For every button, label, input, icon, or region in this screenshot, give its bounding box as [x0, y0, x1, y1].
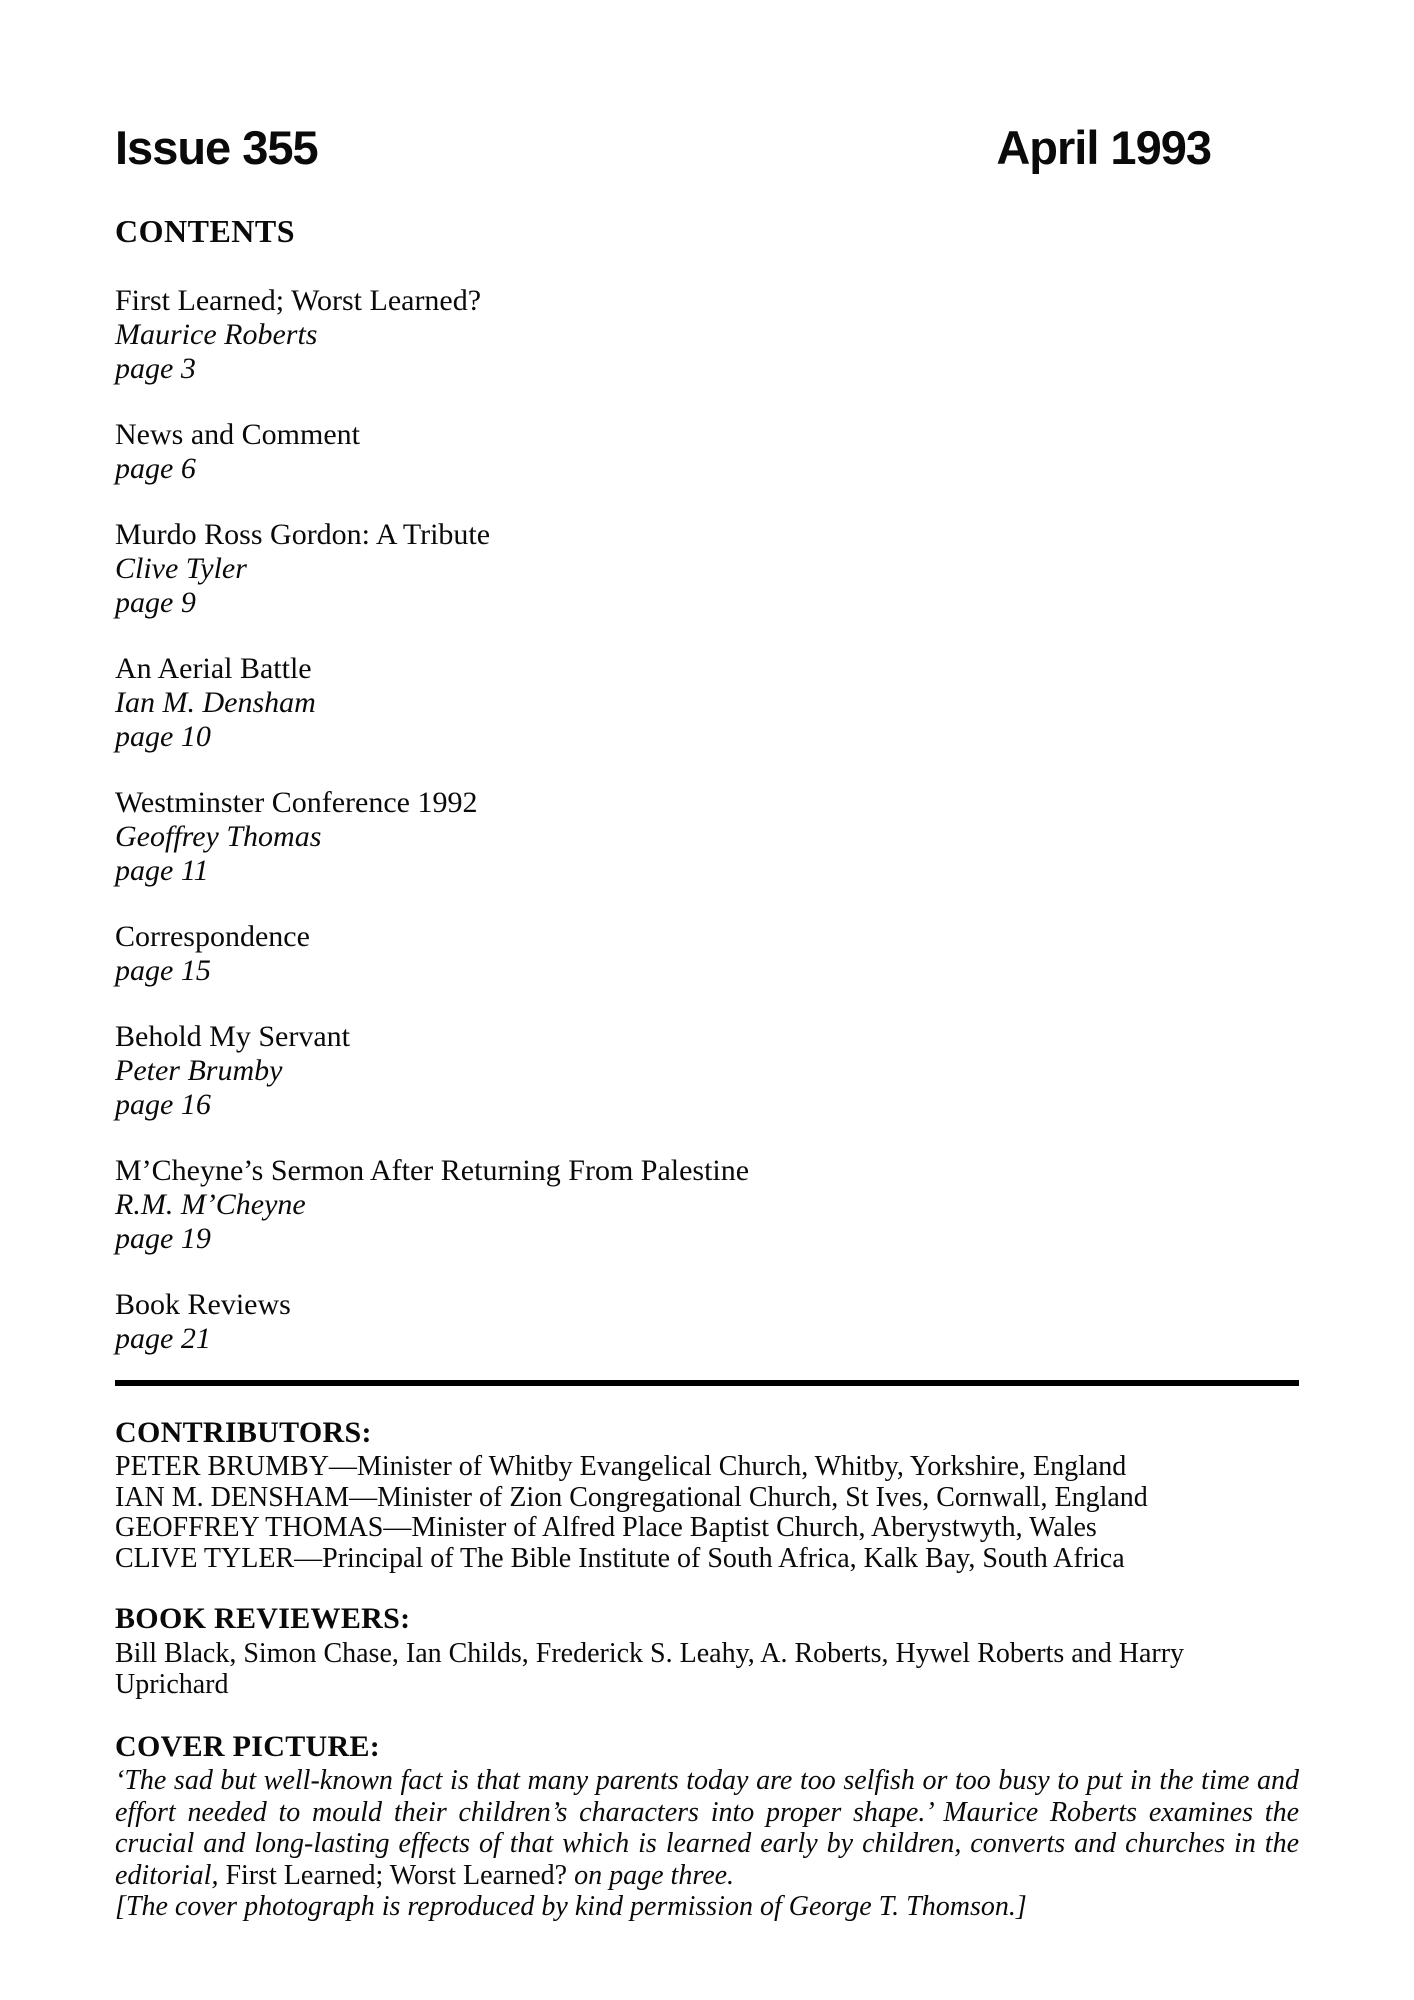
toc-entry — [115, 418, 1299, 486]
toc-entry-title: News and Comment — [115, 418, 360, 451]
contributor-line: GEOFFREY THOMAS—Minister of Alfred Place Baptist Church, Aberystwyth, Wales — [115, 1512, 1097, 1543]
cover-picture-description — [115, 1765, 1299, 1891]
cover-photo-credit: [The cover photograph is reproduced by kind permission of George T. Thomson.] — [115, 1891, 1027, 1922]
toc-entry — [115, 1020, 1299, 1122]
contributor-line: CLIVE TYLER—Principal of The Bible Institute of South Africa, Kalk Bay, South Africa — [115, 1542, 1125, 1574]
issue-date: April 1993 — [996, 121, 1211, 174]
cover-picture-heading: COVER PICTURE: — [115, 1730, 381, 1763]
contents-heading: CONTENTS — [115, 213, 296, 249]
toc-entry-author: Ian M. Densham — [115, 686, 316, 719]
contributor-line: IAN M. DENSHAM—Minister of Zion Congregational Church, St Ives, Cornwall, England — [115, 1481, 1148, 1513]
contributor-line: PETER BRUMBY—Minister of Whitby Evangelical Church, Whitby, Yorkshire, England — [115, 1451, 1127, 1482]
toc-entry-author: Peter Brumby — [115, 1054, 283, 1087]
book-reviewers-section — [115, 1602, 1299, 1700]
toc-entry-title: Correspondence — [115, 920, 310, 953]
toc-entry — [115, 284, 1299, 386]
toc-entry-page: page 3 — [115, 352, 196, 385]
toc-entry-page: page 10 — [115, 720, 211, 753]
toc-entry-title: First Learned; Worst Learned? — [115, 284, 482, 317]
toc-entry-title: An Aerial Battle — [115, 652, 312, 685]
toc-entry-author: Geoffrey Thomas — [115, 820, 322, 853]
toc-entry — [115, 786, 1299, 888]
page-content — [115, 0, 1299, 1923]
cover-page-reference: on page three. — [574, 1859, 735, 1891]
toc-entry-author: Clive Tyler — [115, 552, 247, 585]
contributors-heading: CONTRIBUTORS: — [115, 1416, 372, 1449]
toc-entry-page: page 21 — [115, 1322, 211, 1355]
toc-entry-author: R.M. M’Cheyne — [115, 1188, 306, 1221]
cover-picture-section — [115, 1730, 1299, 1923]
contributors-list — [115, 1452, 1299, 1574]
toc-entry-page: page 19 — [115, 1222, 211, 1255]
toc-entry-page: page 11 — [115, 854, 209, 887]
cover-editorial-title: First Learned; Worst Learned? — [225, 1859, 575, 1891]
toc-entry — [115, 1288, 1299, 1356]
toc-entry-title: Book Reviews — [115, 1288, 291, 1321]
book-reviewers-heading: BOOK REVIEWERS: — [115, 1602, 411, 1635]
cover-quote-text: ‘The sad but well-known fact is that many parents today are too selfish or too busy to put in the time and effort needed to mould their children’s characters into proper shape.’ Maurice Roberts examines the crucial and long-lasting effects of that which is learned early by children, converts and churches in the editorial, — [115, 1765, 1299, 1891]
horizontal-rule — [115, 1380, 1299, 1386]
toc-entry-page: page 6 — [115, 452, 196, 485]
toc-entry-author: Maurice Roberts — [115, 318, 318, 351]
toc-entry-title: M’Cheyne’s Sermon After Returning From Palestine — [115, 1154, 750, 1187]
toc-entry-page: page 15 — [115, 954, 211, 987]
toc-entry-title: Behold My Servant — [115, 1020, 350, 1053]
toc-entry-title: Murdo Ross Gordon: A Tribute — [115, 518, 491, 551]
table-of-contents — [115, 284, 1299, 1356]
toc-entry — [115, 1154, 1299, 1256]
toc-entry — [115, 518, 1299, 620]
book-reviewers-names: Bill Black, Simon Chase, Ian Childs, Frederick S. Leahy, A. Roberts, Hywel Roberts and Harry Uprichard — [115, 1638, 1185, 1700]
toc-entry — [115, 652, 1299, 754]
masthead — [115, 121, 1299, 174]
issue-number: Issue 355 — [115, 121, 318, 174]
toc-entry-title: Westminster Conference 1992 — [115, 786, 478, 819]
toc-entry-page: page 9 — [115, 586, 196, 619]
toc-entry — [115, 920, 1299, 988]
toc-entry-page: page 16 — [115, 1088, 211, 1121]
contributors-section — [115, 1416, 1299, 1574]
